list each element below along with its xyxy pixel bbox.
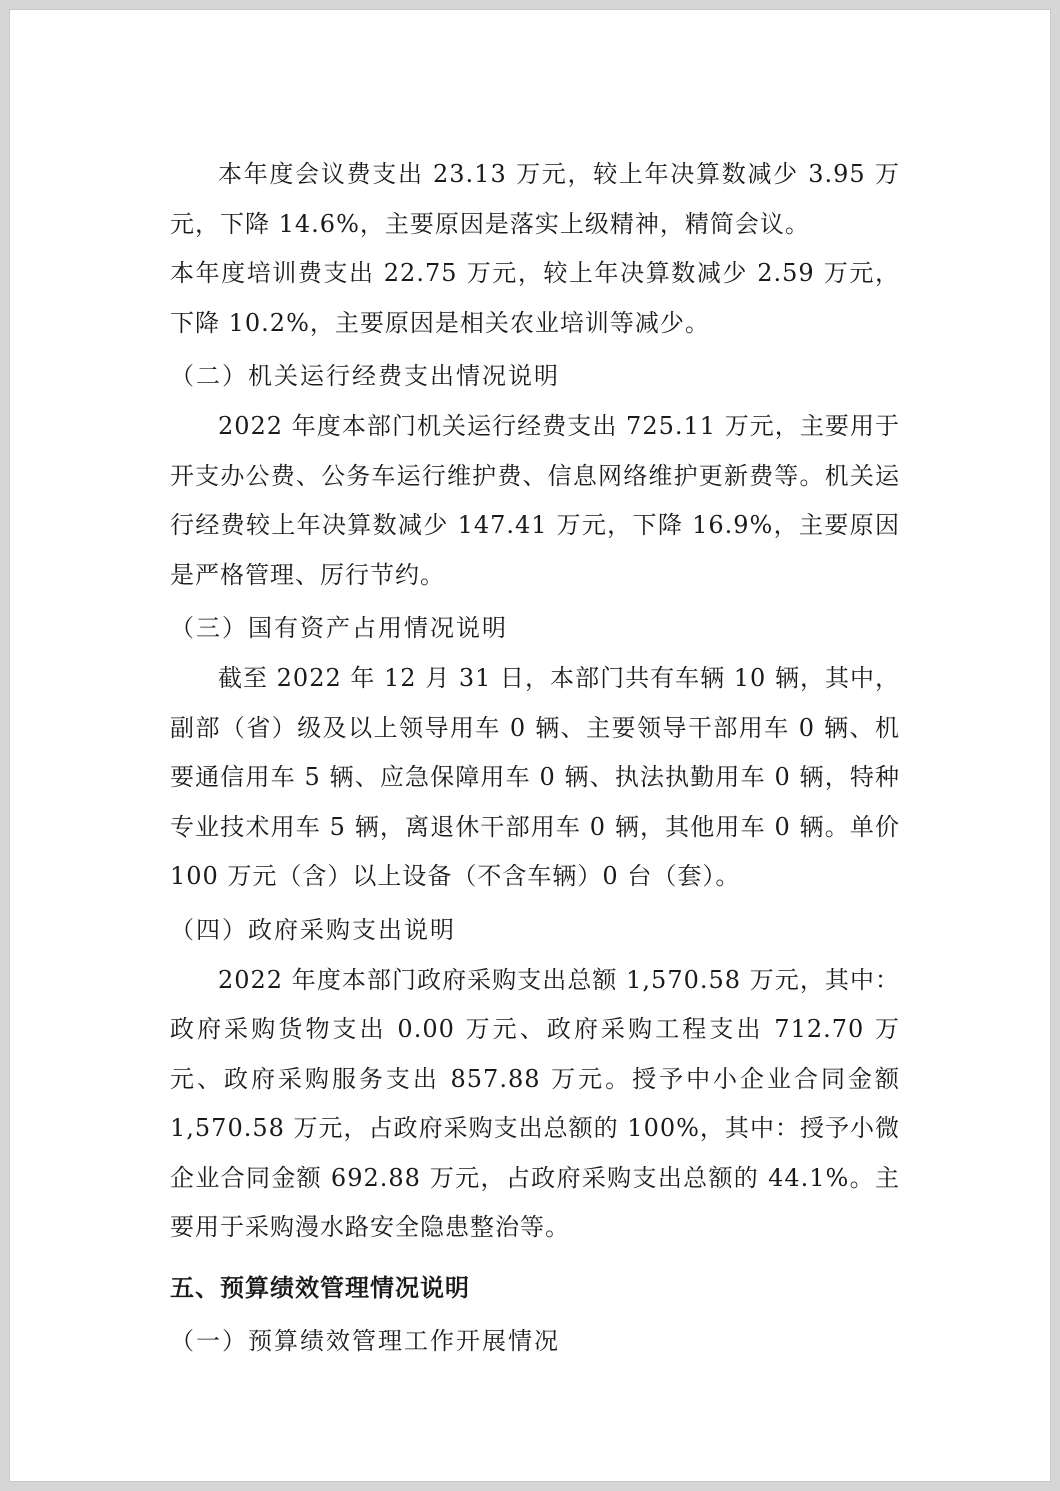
meeting-expense-paragraph: 本年度会议费支出 23.13 万元，较上年决算数减少 3.95 万元，下降 14.6%，主要原因是落实上级精神，精简会议。 [170,160,900,238]
procurement-paragraph: 2022 年度本部门政府采购支出总额 1,570.58 万元，其中：政府采购货物支出 0.00 万元、政府采购工程支出 712.70 万元、政府采购服务支出 857.88 万元。授予中小企业合同金额 1,570.58 万元，占政府采购支出总额的 100%，其中：授予小微企业合同金额 692.88 万元，占政府采购支出总额的 44.1%。主要用于采购漫水路安全隐患整治等。 [170,965,900,1241]
training-expense-paragraph: 本年度培训费支出 22.75 万元，较上年决算数减少 2.59 万元，下降 10.2%，主要原因是相关农业培训等减少。 [170,259,900,337]
section-five-subheading: （一）预算绩效管理工作开展情况 [170,1326,560,1355]
procurement-heading: （四）政府采购支出说明 [170,915,456,944]
document-body [170,150,900,1367]
assets-paragraph: 截至 2022 年 12 月 31 日，本部门共有车辆 10 辆，其中，副部（省）级及以上领导用车 0 辆、主要领导干部用车 0 辆、机要通信用车 5 辆、应急保障用车 0 辆、执法执勤用车 0 辆，特种专业技术用车 5 辆，离退休干部用车 0 辆，其他用车 0 辆。单价 100 万元（含）以上设备（不含车辆）0 台（套）。 [170,664,900,890]
assets-heading: （三）国有资产占用情况说明 [170,614,508,642]
operations-paragraph: 2022 年度本部门机关运行经费支出 725.11 万元，主要用于开支办公费、公务车运行维护费、信息网络维护更新费等。机关运行经费较上年决算数减少 147.41 万元，下降 16.9%，主要原因是严格管理、厉行节约。 [170,412,900,589]
section-five-heading: 五、预算绩效管理情况说明 [170,1273,470,1302]
operations-heading: （二）机关运行经费支出情况说明 [170,362,560,390]
document-page [10,10,1050,1481]
spacer [170,1253,900,1257]
